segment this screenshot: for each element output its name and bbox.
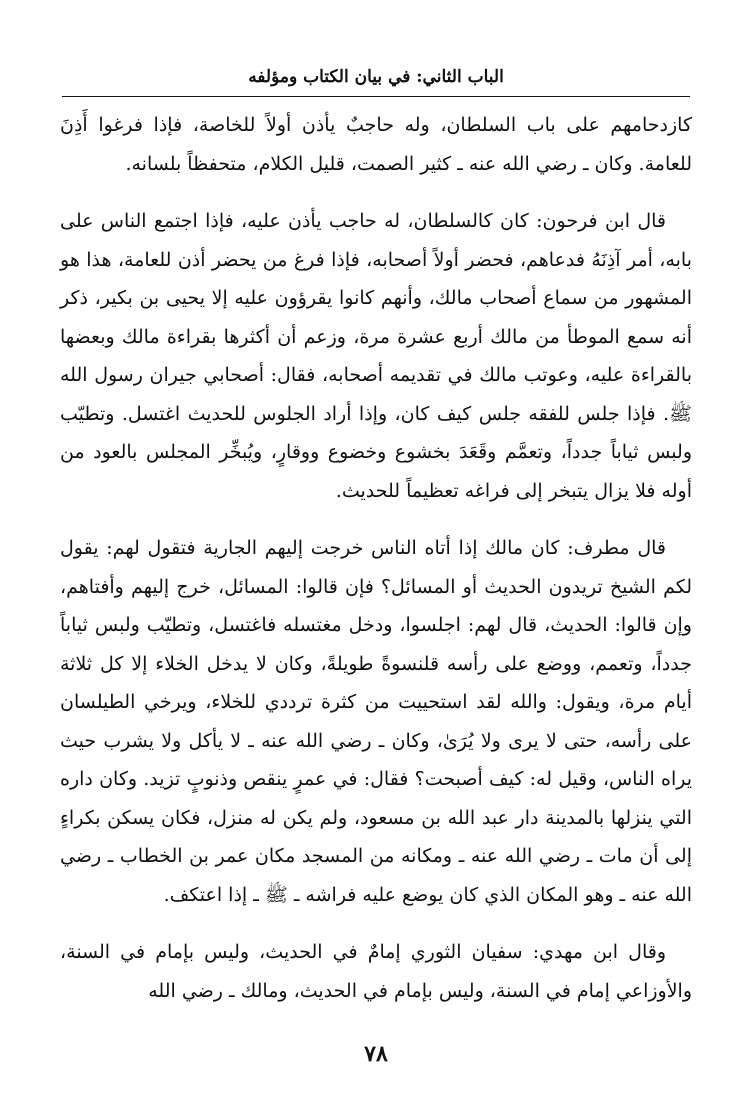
paragraph-ibn-farhun: قال ابن فرحون: كان كالسلطان، له حاجب يأذن عليه، فإذا اجتمع الناس على بابه، أمر آذِنَهُ فدعاهم، فحضر أولاً أصحابه، فإذا فرغ من يحضر أذن للعامة، هذا هو المشهور من سماع أصحاب مالك، وأنهم كانوا يقرؤون عليه إلا يحيى بن بكير، ذكر أنه سمع الموطأ من مالك أربع عشرة مرة، وزعم أن أكثرها بقراءة مالك وبعضها بالقراءة عليه، وعوتب مالك في تقديمه أصحابه، فقال: أصحابي جيران رسول الله ﷺ. فإذا جلس للفقه جلس كيف كان، وإذا أراد الجلوس للحديث اغتسل. وتطيّب ولبس ثياباً جدداً، وتعمَّم وقَعَدَ بخشوع وخضوع ووقارٍ، ويُبخِّر المجلس بالعود من أوله فلا يزال يتبخر إلى فراغه تعظيماً للحديث. (60, 210, 692, 502)
paragraph-mutarrif: قال مطرف: كان مالك إذا أتاه الناس خرجت إليهم الجارية فتقول لهم: يقول لكم الشيخ تريدون الحديث أو المسائل؟ فإن قالوا: المسائل، خرج إليهم وأفتاهم، وإن قالوا: الحديث، قال لهم: اجلسوا، ودخل مغتسله فاغتسل، وتطيّب ولبس ثياباً جدداً، وتعمم، ووضع على رأسه قلنسوةً طويلةً، وكان لا يدخل الخلاء إلا كل ثلاثة أيام مرة، ويقول: والله لقد استحييت من كثرة ترددي للخلاء، ويرخي الطيلسان على رأسه، حتى لا يرى ولا يُرَىٰ، وكان ـ رضي الله عنه ـ لا يأكل ولا يشرب حيث يراه الناس، وقيل له: كيف أصبحت؟ فقال: في عمرٍ ينقص وذنوبٍ تزيد. وكان داره التي ينزلها بالمدينة دار عبد الله بن مسعود، ولم يكن له منزل، فكان يسكن بكراءٍ إلى أن مات ـ رضي الله عنه ـ ومكانه من المسجد مكان عمر بن الخطاب ـ رضي الله عنه ـ وهو المكان الذي كان يوضع عليه فراشه ـ ﷺ ـ إذا اعتكف. (60, 537, 692, 906)
page-body (60, 106, 692, 1010)
paragraph-spacer (60, 510, 692, 529)
paragraph-spacer (60, 183, 692, 202)
header-divider (62, 96, 690, 97)
page-number: ٧٨ (364, 1041, 388, 1067)
running-header-title: الباب الثاني: في بيان الكتاب ومؤلفه (248, 67, 504, 87)
paragraph-continuation: كازدحامهم على باب السلطان، وله حاجبٌ يأذن أولاً للخاصة، فإذا فرغوا أَذِنَ للعامة. وكان ـ رضي الله عنه ـ كثير الصمت، قليل الكلام، متحفظاً بلسانه. (60, 114, 692, 175)
paragraph-spacer (60, 914, 692, 933)
paragraph-ibn-mahdi: وقال ابن مهدي: سفيان الثوري إمامٌ في الحديث، وليس بإمام في السنة، والأوزاعي إمام في السنة، وليس بإمام في الحديث، ومالك ـ رضي الله (60, 941, 692, 1002)
